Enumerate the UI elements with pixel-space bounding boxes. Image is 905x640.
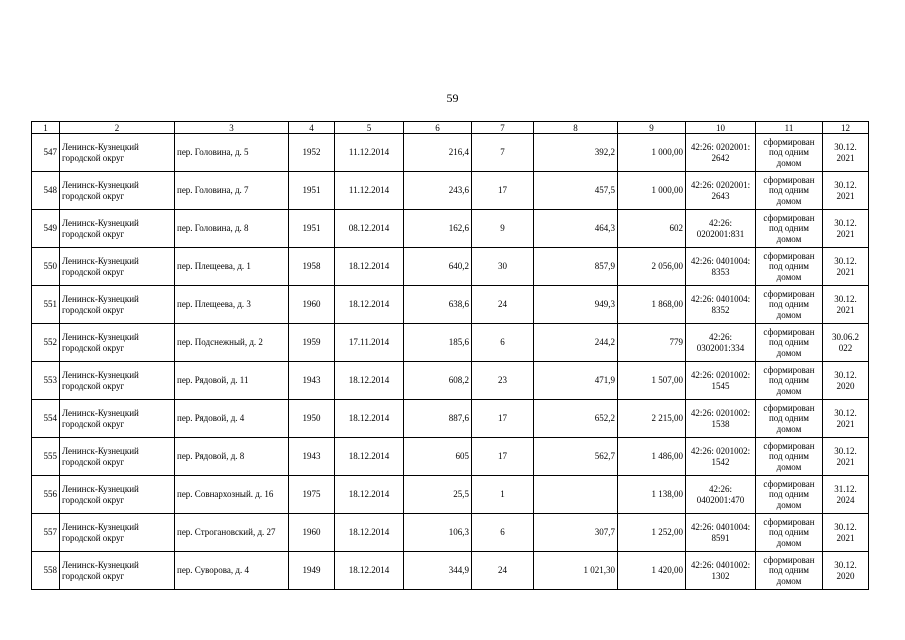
residents-cell: 6 xyxy=(472,514,534,552)
deadline-cell: 30.12. 2021 xyxy=(823,514,869,552)
address-cell: пер. Подснежный, д. 2 xyxy=(175,324,289,362)
cost-cell: 1 420,00 xyxy=(618,552,686,590)
land-area-cell: 307,7 xyxy=(534,514,618,552)
table-row xyxy=(32,362,869,400)
status-cell: сформирован под одним домом xyxy=(756,324,823,362)
municipality-cell: Ленинск-Кузнецкий городской округ xyxy=(60,134,175,172)
municipality-cell: Ленинск-Кузнецкий городской округ xyxy=(60,362,175,400)
land-area-cell: 857,9 xyxy=(534,248,618,286)
table-row xyxy=(32,210,869,248)
status-cell: сформирован под одним домом xyxy=(756,286,823,324)
column-number-cell: 9 xyxy=(618,122,686,134)
total-area-cell: 608,2 xyxy=(404,362,472,400)
deadline-cell: 30.12. 2021 xyxy=(823,400,869,438)
deadline-cell: 30.06.2 022 xyxy=(823,324,869,362)
municipality-cell: Ленинск-Кузнецкий городской округ xyxy=(60,248,175,286)
municipality-cell: Ленинск-Кузнецкий городской округ xyxy=(60,514,175,552)
status-cell: сформирован под одним домом xyxy=(756,552,823,590)
date-cell: 18.12.2014 xyxy=(335,400,404,438)
row-number-cell: 554 xyxy=(32,400,60,438)
address-cell: пер. Головина, д. 7 xyxy=(175,172,289,210)
cost-cell: 2 215,00 xyxy=(618,400,686,438)
residents-cell: 23 xyxy=(472,362,534,400)
column-number-cell: 3 xyxy=(175,122,289,134)
row-number-cell: 551 xyxy=(32,286,60,324)
address-cell: пер. Головина, д. 8 xyxy=(175,210,289,248)
cost-cell: 779 xyxy=(618,324,686,362)
row-number-cell: 549 xyxy=(32,210,60,248)
year-built-cell: 1951 xyxy=(289,172,335,210)
address-cell: пер. Строгановский, д. 27 xyxy=(175,514,289,552)
date-cell: 17.11.2014 xyxy=(335,324,404,362)
year-built-cell: 1943 xyxy=(289,438,335,476)
residents-cell: 7 xyxy=(472,134,534,172)
column-number-cell: 10 xyxy=(686,122,756,134)
cost-cell: 1 486,00 xyxy=(618,438,686,476)
date-cell: 18.12.2014 xyxy=(335,248,404,286)
year-built-cell: 1951 xyxy=(289,210,335,248)
table-row xyxy=(32,172,869,210)
column-number-cell: 7 xyxy=(472,122,534,134)
cost-cell: 602 xyxy=(618,210,686,248)
residents-cell: 17 xyxy=(472,172,534,210)
page-number: 59 xyxy=(446,91,459,105)
address-cell: пер. Совнархозный. д. 16 xyxy=(175,476,289,514)
deadline-cell: 30.12. 2020 xyxy=(823,362,869,400)
cadastral-number-cell: 42:26: 0401004: 8353 xyxy=(686,248,756,286)
date-cell: 18.12.2014 xyxy=(335,514,404,552)
date-cell: 18.12.2014 xyxy=(335,362,404,400)
cadastral-number-cell: 42:26: 0201002: 1545 xyxy=(686,362,756,400)
total-area-cell: 344,9 xyxy=(404,552,472,590)
registry-table xyxy=(31,121,869,590)
status-cell: сформирован под одним домом xyxy=(756,438,823,476)
column-number-cell: 12 xyxy=(823,122,869,134)
residents-cell: 30 xyxy=(472,248,534,286)
total-area-cell: 216,4 xyxy=(404,134,472,172)
column-number-cell: 11 xyxy=(756,122,823,134)
deadline-cell: 30.12. 2021 xyxy=(823,248,869,286)
column-number-row xyxy=(32,122,869,134)
total-area-cell: 162,6 xyxy=(404,210,472,248)
municipality-cell: Ленинск-Кузнецкий городской округ xyxy=(60,286,175,324)
land-area-cell: 244,2 xyxy=(534,324,618,362)
deadline-cell: 30.12. 2020 xyxy=(823,552,869,590)
land-area-cell: 949,3 xyxy=(534,286,618,324)
row-number-cell: 556 xyxy=(32,476,60,514)
status-cell: сформирован под одним домом xyxy=(756,400,823,438)
address-cell: пер. Плещеева, д. 1 xyxy=(175,248,289,286)
municipality-cell: Ленинск-Кузнецкий городской округ xyxy=(60,210,175,248)
status-cell: сформирован под одним домом xyxy=(756,134,823,172)
table-row xyxy=(32,134,869,172)
residents-cell: 17 xyxy=(472,400,534,438)
row-number-cell: 548 xyxy=(32,172,60,210)
cost-cell: 1 868,00 xyxy=(618,286,686,324)
cost-cell: 2 056,00 xyxy=(618,248,686,286)
residents-cell: 17 xyxy=(472,438,534,476)
column-number-cell: 1 xyxy=(32,122,60,134)
cost-cell: 1 138,00 xyxy=(618,476,686,514)
date-cell: 18.12.2014 xyxy=(335,552,404,590)
row-number-cell: 555 xyxy=(32,438,60,476)
date-cell: 08.12.2014 xyxy=(335,210,404,248)
cadastral-number-cell: 42:26: 0401002: 1302 xyxy=(686,552,756,590)
column-number-cell: 5 xyxy=(335,122,404,134)
land-area-cell: 464,3 xyxy=(534,210,618,248)
cadastral-number-cell: 42:26: 0202001: 2642 xyxy=(686,134,756,172)
year-built-cell: 1943 xyxy=(289,362,335,400)
date-cell: 18.12.2014 xyxy=(335,438,404,476)
year-built-cell: 1960 xyxy=(289,514,335,552)
cadastral-number-cell: 42:26: 0201002: 1538 xyxy=(686,400,756,438)
year-built-cell: 1950 xyxy=(289,400,335,438)
row-number-cell: 552 xyxy=(32,324,60,362)
municipality-cell: Ленинск-Кузнецкий городской округ xyxy=(60,476,175,514)
status-cell: сформирован под одним домом xyxy=(756,248,823,286)
municipality-cell: Ленинск-Кузнецкий городской округ xyxy=(60,172,175,210)
total-area-cell: 25,5 xyxy=(404,476,472,514)
municipality-cell: Ленинск-Кузнецкий городской округ xyxy=(60,324,175,362)
residents-cell: 6 xyxy=(472,324,534,362)
total-area-cell: 605 xyxy=(404,438,472,476)
deadline-cell: 30.12. 2021 xyxy=(823,438,869,476)
status-cell: сформирован под одним домом xyxy=(756,210,823,248)
municipality-cell: Ленинск-Кузнецкий городской округ xyxy=(60,438,175,476)
table-row xyxy=(32,476,869,514)
cadastral-number-cell: 42:26: 0202001:831 xyxy=(686,210,756,248)
column-number-cell: 2 xyxy=(60,122,175,134)
cadastral-number-cell: 42:26: 0302001:334 xyxy=(686,324,756,362)
residents-cell: 24 xyxy=(472,286,534,324)
cost-cell: 1 252,00 xyxy=(618,514,686,552)
row-number-cell: 557 xyxy=(32,514,60,552)
table-row xyxy=(32,248,869,286)
deadline-cell: 31.12. 2024 xyxy=(823,476,869,514)
total-area-cell: 185,6 xyxy=(404,324,472,362)
deadline-cell: 30.12. 2021 xyxy=(823,210,869,248)
year-built-cell: 1958 xyxy=(289,248,335,286)
status-cell: сформирован под одним домом xyxy=(756,172,823,210)
cadastral-number-cell: 42:26: 0202001: 2643 xyxy=(686,172,756,210)
deadline-cell: 30.12. 2021 xyxy=(823,134,869,172)
land-area-cell: 1 021,30 xyxy=(534,552,618,590)
land-area-cell: 562,7 xyxy=(534,438,618,476)
residents-cell: 1 xyxy=(472,476,534,514)
date-cell: 11.12.2014 xyxy=(335,134,404,172)
total-area-cell: 638,6 xyxy=(404,286,472,324)
year-built-cell: 1975 xyxy=(289,476,335,514)
address-cell: пер. Рядовой, д. 4 xyxy=(175,400,289,438)
status-cell: сформирован под одним домом xyxy=(756,514,823,552)
total-area-cell: 243,6 xyxy=(404,172,472,210)
table-row xyxy=(32,324,869,362)
date-cell: 18.12.2014 xyxy=(335,476,404,514)
cost-cell: 1 000,00 xyxy=(618,172,686,210)
row-number-cell: 550 xyxy=(32,248,60,286)
residents-cell: 24 xyxy=(472,552,534,590)
land-area-cell: 652,2 xyxy=(534,400,618,438)
address-cell: пер. Рядовой, д. 11 xyxy=(175,362,289,400)
column-number-cell: 4 xyxy=(289,122,335,134)
land-area-cell: 471,9 xyxy=(534,362,618,400)
date-cell: 11.12.2014 xyxy=(335,172,404,210)
total-area-cell: 887,6 xyxy=(404,400,472,438)
year-built-cell: 1949 xyxy=(289,552,335,590)
land-area-cell: 457,5 xyxy=(534,172,618,210)
date-cell: 18.12.2014 xyxy=(335,286,404,324)
total-area-cell: 106,3 xyxy=(404,514,472,552)
table-row xyxy=(32,552,869,590)
status-cell: сформирован под одним домом xyxy=(756,362,823,400)
address-cell: пер. Рядовой, д. 8 xyxy=(175,438,289,476)
address-cell: пер. Суворова, д. 4 xyxy=(175,552,289,590)
cost-cell: 1 000,00 xyxy=(618,134,686,172)
table-row xyxy=(32,514,869,552)
cadastral-number-cell: 42:26: 0401004: 8591 xyxy=(686,514,756,552)
deadline-cell: 30.12. 2021 xyxy=(823,286,869,324)
year-built-cell: 1959 xyxy=(289,324,335,362)
table-row xyxy=(32,438,869,476)
cadastral-number-cell: 42:26: 0402001:470 xyxy=(686,476,756,514)
row-number-cell: 553 xyxy=(32,362,60,400)
status-cell: сформирован под одним домом xyxy=(756,476,823,514)
cadastral-number-cell: 42:26: 0201002: 1542 xyxy=(686,438,756,476)
total-area-cell: 640,2 xyxy=(404,248,472,286)
residents-cell: 9 xyxy=(472,210,534,248)
address-cell: пер. Головина, д. 5 xyxy=(175,134,289,172)
row-number-cell: 547 xyxy=(32,134,60,172)
municipality-cell: Ленинск-Кузнецкий городской округ xyxy=(60,552,175,590)
table-row xyxy=(32,400,869,438)
year-built-cell: 1960 xyxy=(289,286,335,324)
deadline-cell: 30.12. 2021 xyxy=(823,172,869,210)
column-number-cell: 6 xyxy=(404,122,472,134)
column-number-cell: 8 xyxy=(534,122,618,134)
land-area-cell: 392,2 xyxy=(534,134,618,172)
address-cell: пер. Плещеева, д. 3 xyxy=(175,286,289,324)
table-row xyxy=(32,286,869,324)
row-number-cell: 558 xyxy=(32,552,60,590)
cost-cell: 1 507,00 xyxy=(618,362,686,400)
municipality-cell: Ленинск-Кузнецкий городской округ xyxy=(60,400,175,438)
land-area-cell xyxy=(534,476,618,514)
year-built-cell: 1952 xyxy=(289,134,335,172)
cadastral-number-cell: 42:26: 0401004: 8352 xyxy=(686,286,756,324)
